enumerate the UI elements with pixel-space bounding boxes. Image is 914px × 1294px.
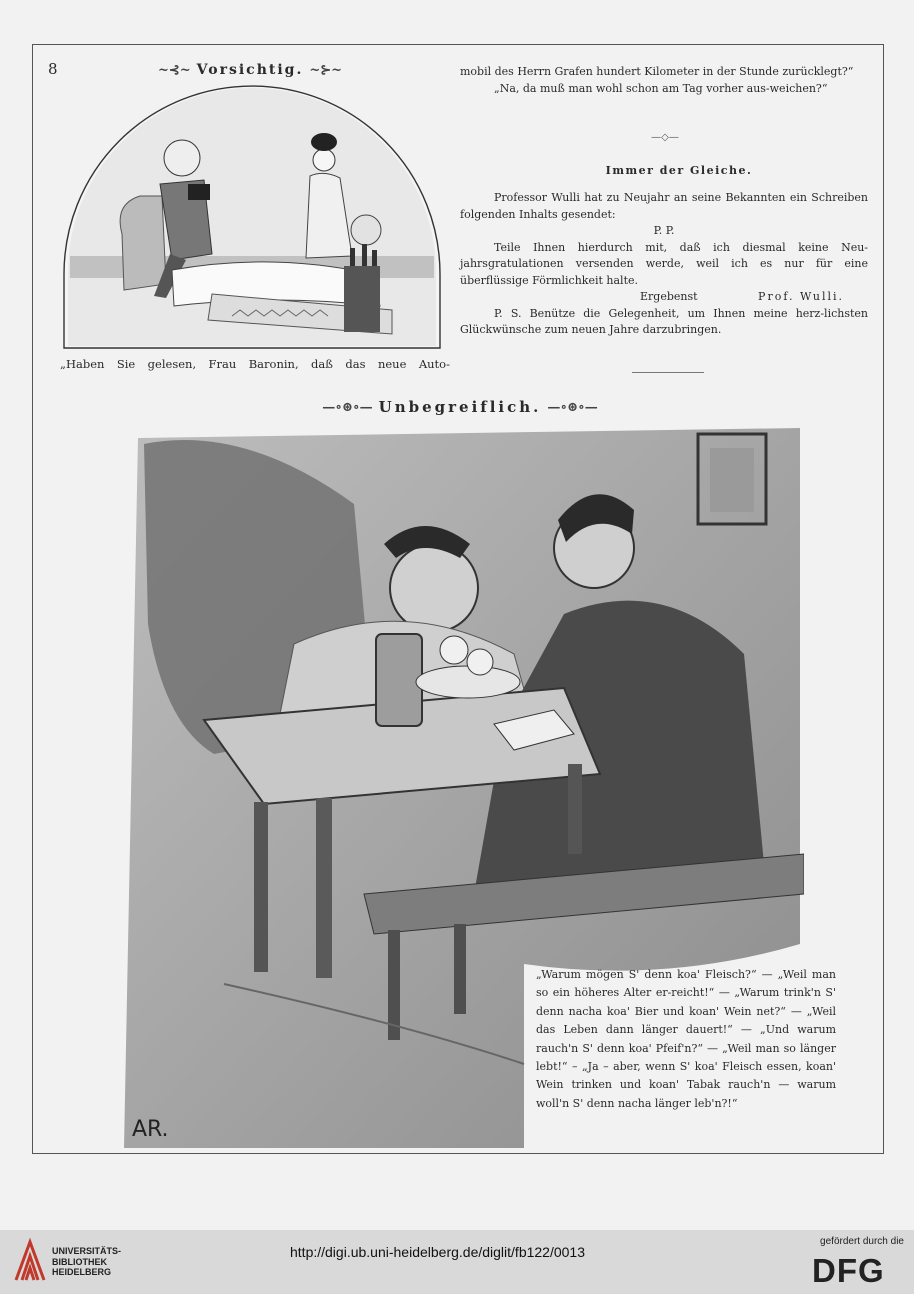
cartoon-caption: „Haben Sie gelesen, Frau Baronin, daß das neue Auto- [60,357,450,371]
caption-line-continued: mobil des Herrn Grafen hundert Kilometer in der Stunde zurücklegt?“ [460,65,854,78]
letter-closing: Ergebenst [640,290,698,303]
dialogue-paragraph: „Warum mögen S' denn koa' Fleisch?“ — „Weil man so ein höheres Alter er-reicht!“ — „Warum trink'n S' denn nacha koa' Bier und koan' Wein net?“ — „Weil das Leben dann länger dauert!“ — „Und warum rauch'n S' denn koa' Pfeif'n?“ — „Weil man so länger lebt!“ – „Ja – aber, wenn S' koa' Fleisch essen, koan' Wein trinken und koan' Tabak rauch'n — warum woll'n S' denn nacha länger leb'n?!“ [536,968,836,1110]
cartoon-illustration-baroness [62,84,442,350]
letter-postscript: P. S. Benütze die Gelegenheit, um Ihnen meine herz-lichsten Glückwünsche zum neuen Jahre darzubringen. [460,306,868,336]
flourish-right-icon: ~⊱~ [309,62,343,78]
letter-intro: Professor Wulli hat zu Neujahr an seine Bekannten ein Schreiben folgenden Inhalts gesendet: [460,191,868,221]
section-rule [632,372,704,373]
letter-body: Teile Ihnen hierdurch mit, daß ich diesmal keine Neu-jahrsgratulationen versenden werde, weil ich es nur für eine überflüssige Förmlichkeit halte. [460,240,868,287]
page-number: 8 [48,60,58,78]
caption-continuation [460,64,868,97]
flourish-left-icon: ~⊰~ [157,62,191,78]
article-title-unbegreiflich [300,398,620,416]
letter-salutation: P. P. [653,224,675,237]
ornament-right-icon: —∘⊛∘— [547,399,598,415]
dialogue-text [536,966,836,1113]
library-name[interactable]: UNIVERSITÄTS- BIBLIOTHEK HEIDELBERG [52,1246,122,1277]
article-immer-der-gleiche [460,190,868,339]
caption-reply: „Na, da muß man wohl schon am Tag vorher aus-weichen?“ [494,81,828,95]
letter-signature-line [460,289,868,306]
article-title-immer-der-gleiche: Immer der Gleiche. [605,164,753,177]
document-url-link[interactable]: http://digi.ub.uni-heidelberg.de/diglit/fb122/0013 [290,1244,585,1260]
artist-monogram: AR. [132,1117,169,1142]
article-title-vorsichtig [140,62,360,78]
letter-signature: Prof. Wulli. [758,290,844,303]
university-library-logo-icon[interactable] [10,1236,50,1286]
section-divider-icon: —◇— [651,132,679,143]
ornament-left-icon: —∘⊛∘— [322,399,373,415]
title-text: Unbegreiflich. [378,398,542,416]
title-text: Vorsichtig. [196,62,304,78]
dfg-logo[interactable]: DFG [812,1252,885,1289]
funding-note: gefördert durch die [820,1236,904,1247]
